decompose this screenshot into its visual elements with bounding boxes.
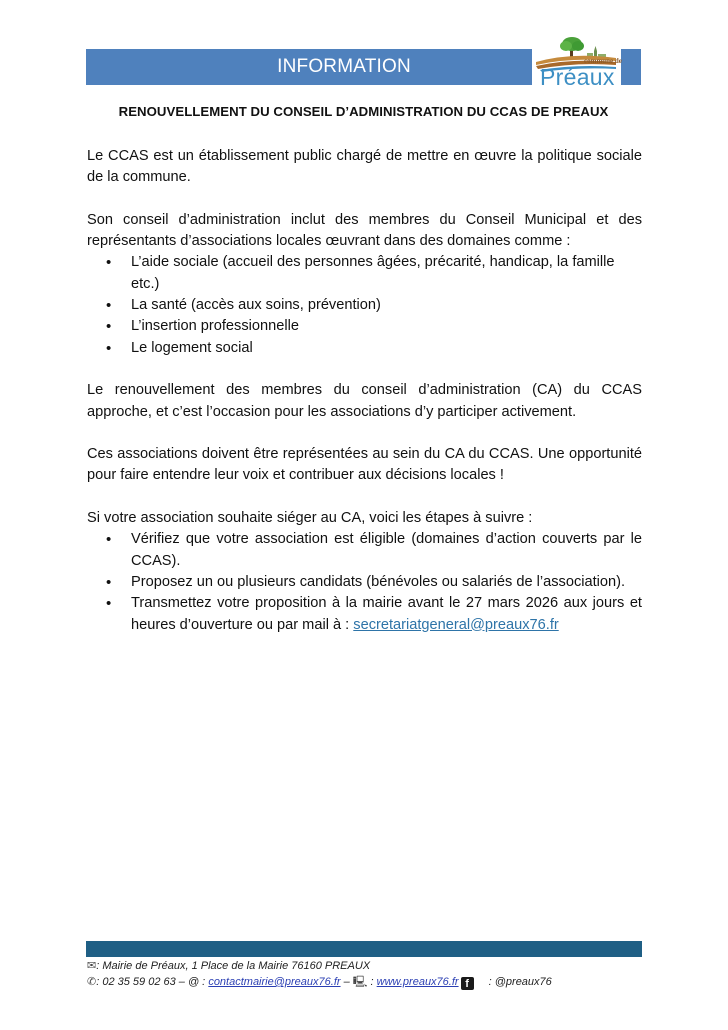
paragraph-renewal: Le renouvellement des membres du conseil d’administration (CA) du CCAS approche, et c’est l’occasion pour les associations d’y participer activement. (87, 382, 642, 420)
web-prefix: : (367, 976, 377, 988)
domains-list (87, 252, 642, 358)
phone-icon: ✆ (87, 976, 97, 988)
list-item: • Vérifiez que votre association est éligible (domaines d’action couverts par le CCAS). (131, 529, 642, 572)
secretariat-email-link[interactable]: secretariatgeneral@preaux76.fr (353, 616, 559, 633)
paragraph-intro: Le CCAS est un établissement public chargé de mettre en œuvre la politique sociale de la commune. (87, 148, 642, 186)
logo-name: Préaux (540, 64, 615, 90)
footer-contact (87, 958, 552, 990)
footer-phone: : 02 35 59 02 63 – @ : (96, 976, 209, 988)
envelope-icon: ✉ (87, 960, 97, 972)
computer-icon: 🖳 (352, 976, 368, 988)
information-banner (86, 49, 532, 85)
list-item: • Le logement social (131, 338, 642, 359)
list-item: • L’insertion professionnelle (131, 316, 642, 337)
list-item: • La santé (accès aux soins, prévention) (131, 295, 642, 316)
facebook-icon[interactable]: f (461, 977, 474, 990)
list-item: • Proposez un ou plusieurs candidats (bénévoles ou salariés de l’association). (131, 572, 642, 593)
banner-label: INFORMATION (277, 56, 411, 77)
step-text: Transmettez votre proposition à la mairie avant le 27 mars 2026 aux jours et heures d’ouverture ou par mail à : (131, 595, 642, 633)
footer-contact-line (87, 974, 552, 990)
footer-bar (86, 941, 642, 957)
separator: – (340, 976, 353, 988)
logo-subtitle: commune de (584, 57, 622, 65)
facebook-handle: : @preaux76 (485, 976, 552, 988)
list-item: • L’aide sociale (accueil des personnes âgées, précarité, handicap, la famille etc.) (131, 252, 642, 295)
footer-address-line (87, 958, 552, 974)
paragraph-board: Son conseil d’administration inclut des membres du Conseil Municipal et des représentants d’associations locales œuvrant dans des domaines comme : (87, 211, 642, 250)
document-title: RENOUVELLEMENT DU CONSEIL D’ADMINISTRATION DU CCAS DE PREAUX (118, 104, 609, 119)
banner-right-block (621, 49, 641, 85)
paragraph-steps-intro: Si votre association souhaite siéger au CA, voici les étapes à suivre : (87, 510, 533, 527)
list-item-submit (131, 593, 642, 636)
paragraph-representation: Ces associations doivent être représentées au sein du CA du CCAS. Une opportunité pour faire entendre leur voix et contribuer aux décisions locales ! (87, 446, 642, 484)
steps-list (87, 529, 642, 635)
document-body (87, 146, 642, 657)
website-link[interactable]: www.preaux76.fr (376, 976, 459, 988)
contact-email-link[interactable]: contactmairie@preaux76.fr (208, 976, 341, 988)
footer-address: : Mairie de Préaux, 1 Place de la Mairie 76160 PREAUX (96, 960, 371, 972)
